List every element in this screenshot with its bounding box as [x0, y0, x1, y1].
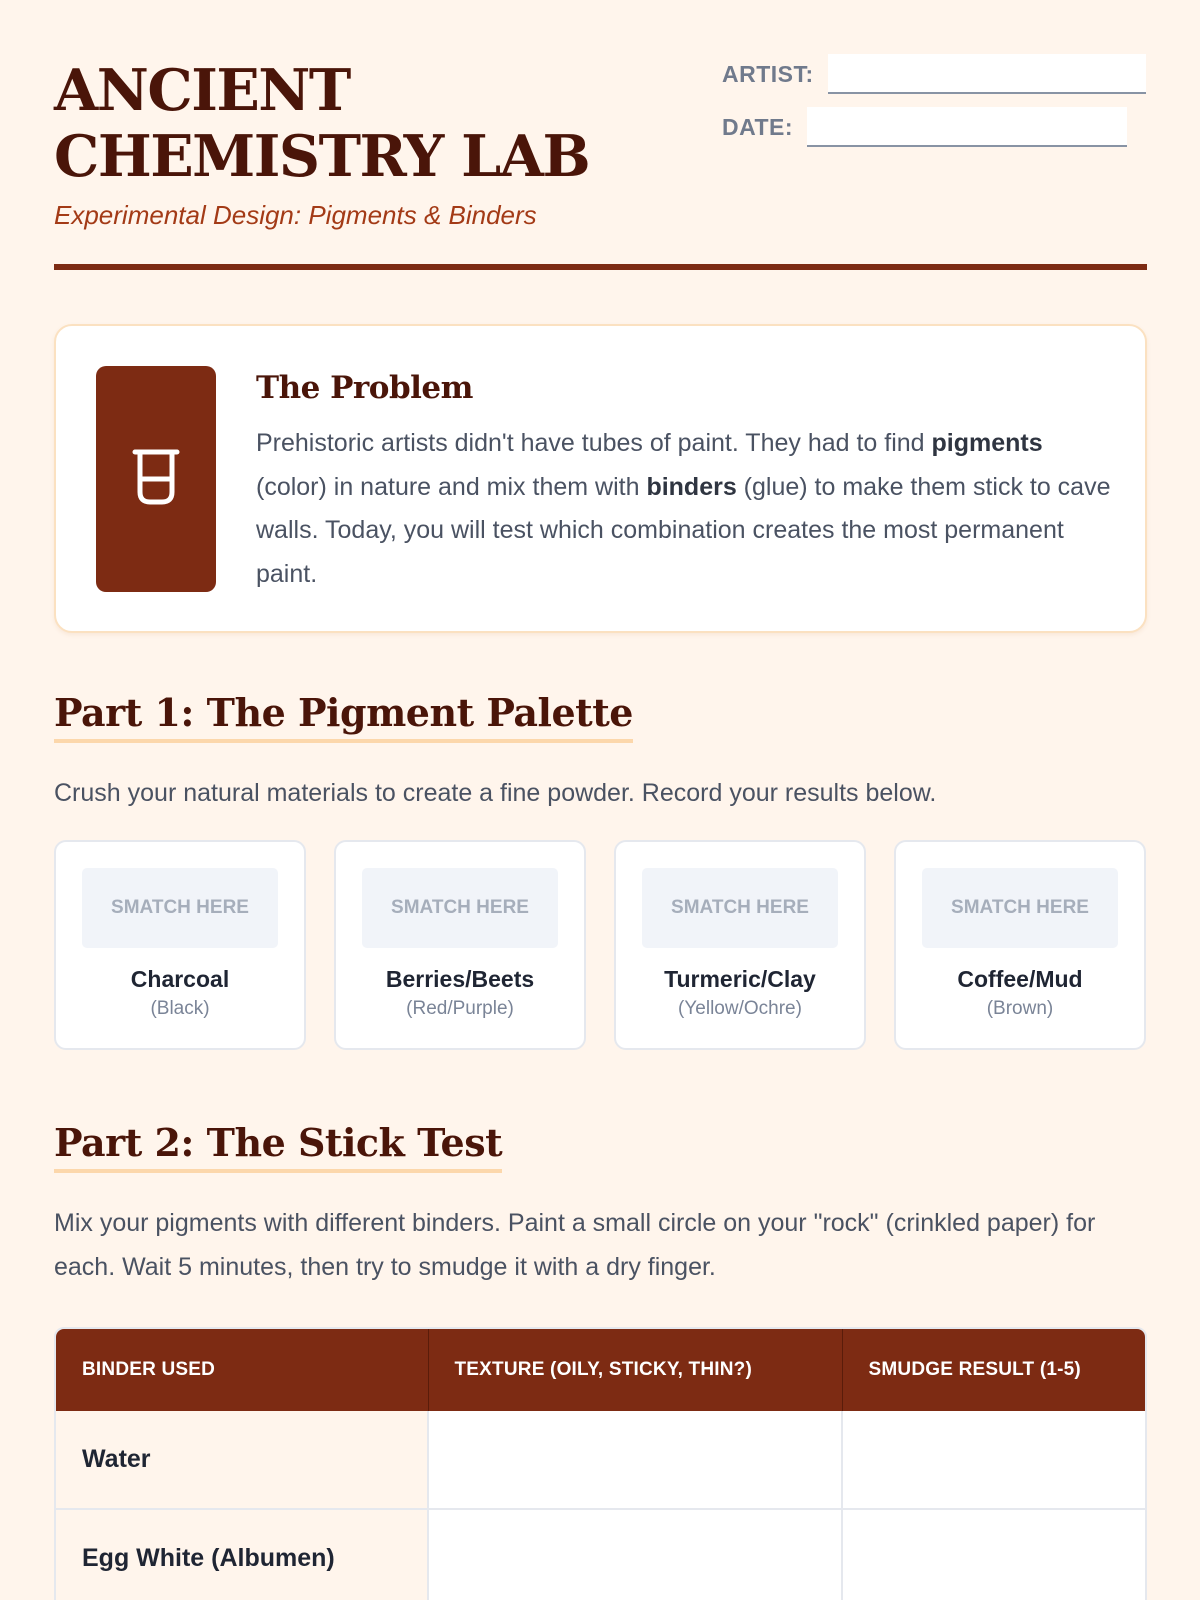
swatch-color: (Brown)	[986, 998, 1054, 1019]
part1-instructions: Crush your natural materials to create a fine powder. Record your results below.	[54, 779, 937, 807]
swatch-card-coffee	[894, 840, 1146, 1050]
problem-card	[54, 324, 1147, 633]
swatch-color: (Red/Purple)	[406, 998, 514, 1019]
swatch-card-turmeric	[614, 840, 866, 1050]
table-row	[56, 1509, 1147, 1600]
binder-cell: Egg White (Albumen)	[56, 1509, 428, 1600]
problem-icon-box	[96, 366, 216, 592]
worksheet-page	[54, 0, 1147, 1600]
stick-test-table-wrap	[54, 1327, 1147, 1600]
binder-cell: Water	[56, 1411, 428, 1509]
problem-title: The Problem	[256, 370, 473, 406]
worksheet-header	[54, 52, 1147, 270]
swatch-name: Charcoal	[130, 966, 230, 992]
swatch-card-charcoal	[54, 840, 306, 1050]
swatch-card-berries	[334, 840, 586, 1050]
column-header-texture: TEXTURE (OILY, STICKY, THIN?)	[428, 1329, 842, 1411]
texture-cell[interactable]	[428, 1509, 842, 1600]
table-header-row	[56, 1329, 1147, 1411]
stick-test-table	[56, 1329, 1147, 1600]
swatch-name: Coffee/Mud	[957, 966, 1083, 992]
artist-label: ARTIST:	[722, 60, 814, 87]
part1-title: Part 1: The Pigment Palette	[54, 690, 633, 743]
pigment-swatches	[54, 840, 1147, 1050]
smudge-cell[interactable]	[842, 1411, 1147, 1509]
date-row	[722, 107, 1127, 147]
page-title: ANCIENT CHEMISTRY LAB	[54, 57, 590, 190]
artist-row	[722, 54, 1146, 94]
artist-field[interactable]	[828, 54, 1146, 94]
swatch-area[interactable]: SMATCH HERE	[922, 868, 1118, 948]
swatch-color: (Black)	[150, 998, 210, 1019]
smudge-cell[interactable]	[842, 1509, 1147, 1600]
date-label: DATE:	[722, 113, 794, 140]
part2-title: Part 2: The Stick Test	[54, 1120, 502, 1173]
pigments-term: pigments	[931, 429, 1043, 457]
swatch-color: (Yellow/Ochre)	[678, 998, 802, 1019]
swatch-name: Berries/Beets	[385, 966, 535, 992]
swatch-area[interactable]: SMATCH HERE	[642, 868, 838, 948]
column-header-smudge: SMUDGE RESULT (1-5)	[842, 1329, 1147, 1411]
swatch-name: Turmeric/Clay	[664, 966, 816, 992]
table-row	[56, 1411, 1147, 1509]
date-field[interactable]	[807, 107, 1127, 147]
page-subtitle: Experimental Design: Pigments & Binders	[54, 200, 537, 230]
beaker-icon	[132, 448, 180, 511]
part2-instructions: Mix your pigments with different binders. Paint a small circle on your "rock" (crinkled paper) for each. Wait 5 minutes, then try to smudge it with a dry finger.	[54, 1209, 1096, 1281]
binders-term: binders	[646, 472, 737, 501]
problem-text: Prehistoric artists didn't have tubes of paint. They had to find pigments (color) in nature and mix them with binders (glue) to make them stick to cave walls. Today, you will test which combination creates the most permanent paint.	[256, 429, 1111, 588]
swatch-area[interactable]: SMATCH HERE	[82, 868, 278, 948]
texture-cell[interactable]	[428, 1411, 842, 1509]
swatch-area[interactable]: SMATCH HERE	[362, 868, 558, 948]
column-header-binder: BINDER USED	[56, 1329, 428, 1411]
